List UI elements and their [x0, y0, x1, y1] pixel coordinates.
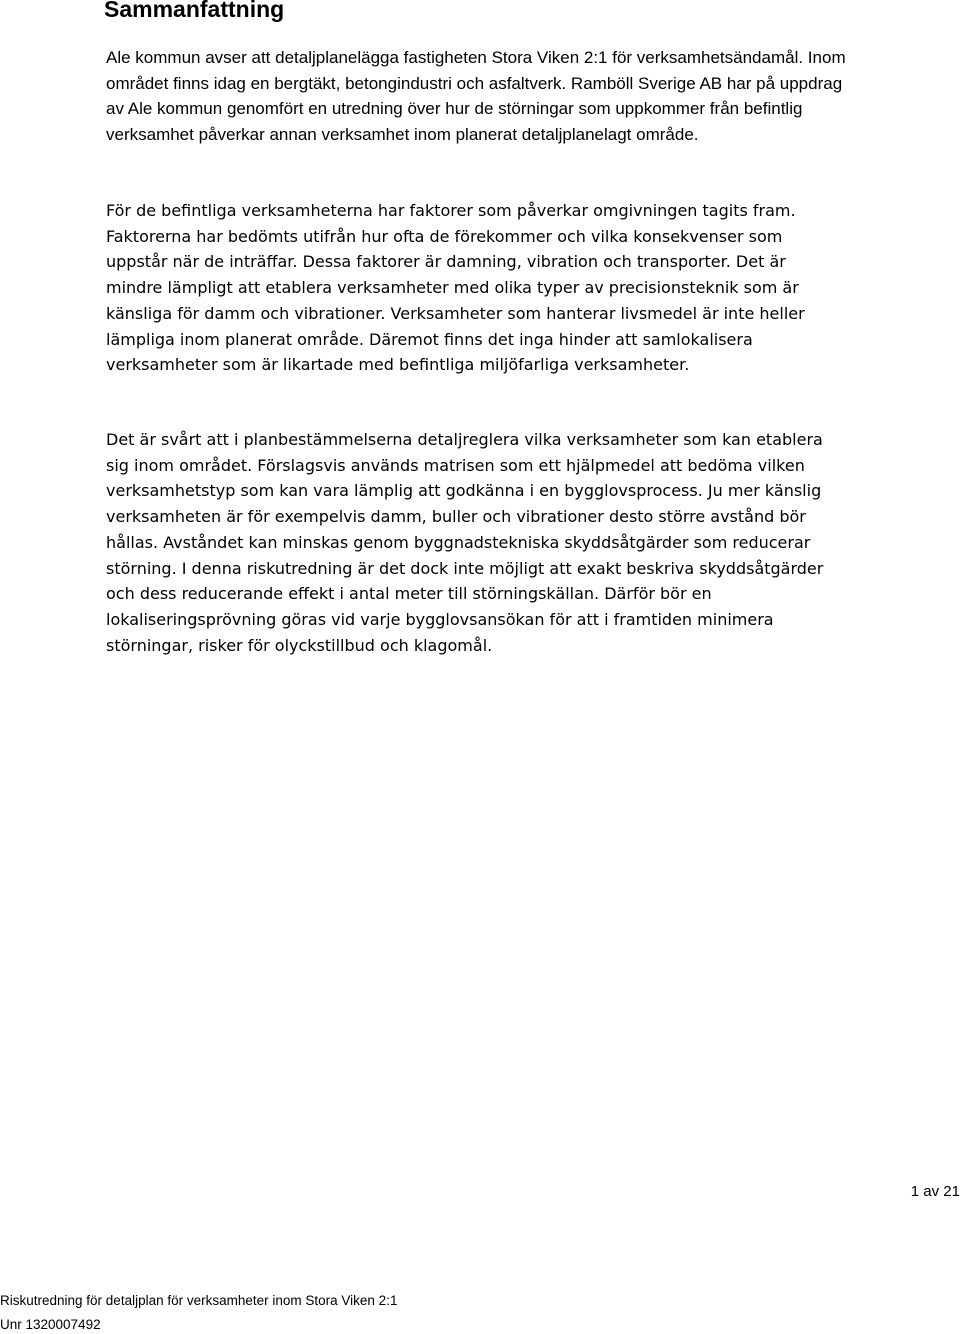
section-heading: Sammanfattning [104, 0, 285, 22]
page-number: 1 av 21 [910, 1183, 960, 1200]
footer-title: Riskutredning för detaljplan för verksamheter inom Stora Viken 2:1 [0, 1293, 398, 1308]
summary-paragraph-1: Ale kommun avser att detaljplanelägga fastigheten Stora Viken 2:1 för verksamhetsändamål. Inom området finns idag en bergtäkt, betongindustri och asfaltverk. Ramböll Sverige AB har på uppdrag av Ale kommun genomfört en utredning över hur de störningar som uppkommer från befintlig verksamhet påverkar annan verksamhet inom planerat detaljplanelagt område. [106, 48, 846, 145]
summary-paragraph-3: Det är svårt att i planbestämmelserna detaljreglera vilka verksamheter som kan etablera sig inom området. Förslagsvis används matrisen som ett hjälpmedel att bedöma vilken verksamhetstyp som kan vara lämplig att godkänna i en bygglovsprocess. Ju mer känslig verksamheten är för exempelvis damm, buller och vibrationer desto större avstånd bör hållas. Avståndet kan minskas genom byggnadstekniska skyddsåtgärder som reducerar störning. I denna riskutredning är det dock inte möjligt att exakt beskriva skyddsåtgärder och dess reducerande effekt i antal meter till störningskällan. Därför bör en lokaliseringsprövning göras vid varje bygglovsansökan för att i framtiden minimera störningar, risker för olyckstillbud och klagomål. [106, 430, 824, 655]
summary-paragraph-2: För de befintliga verksamheterna har faktorer som påverkar omgivningen tagits fram. Faktorerna har bedömts utifrån hur ofta de förekommer och vilka konsekvenser som uppstår när de inträffar. Dessa faktorer är damning, vibration och transporter. Det är mindre lämpligt att etablera verksamheter med olika typer av precisionsteknik som är känsliga för damm och vibrationer. Verksamheter som hanterar livsmedel är inte heller lämpliga inom planerat område. Däremot finns det inga hinder att samlokalisera verksamheter som är likartade med befintliga miljöfarliga verksamheter. [106, 201, 805, 375]
footer-reference: Unr 1320007492 [0, 1317, 101, 1332]
